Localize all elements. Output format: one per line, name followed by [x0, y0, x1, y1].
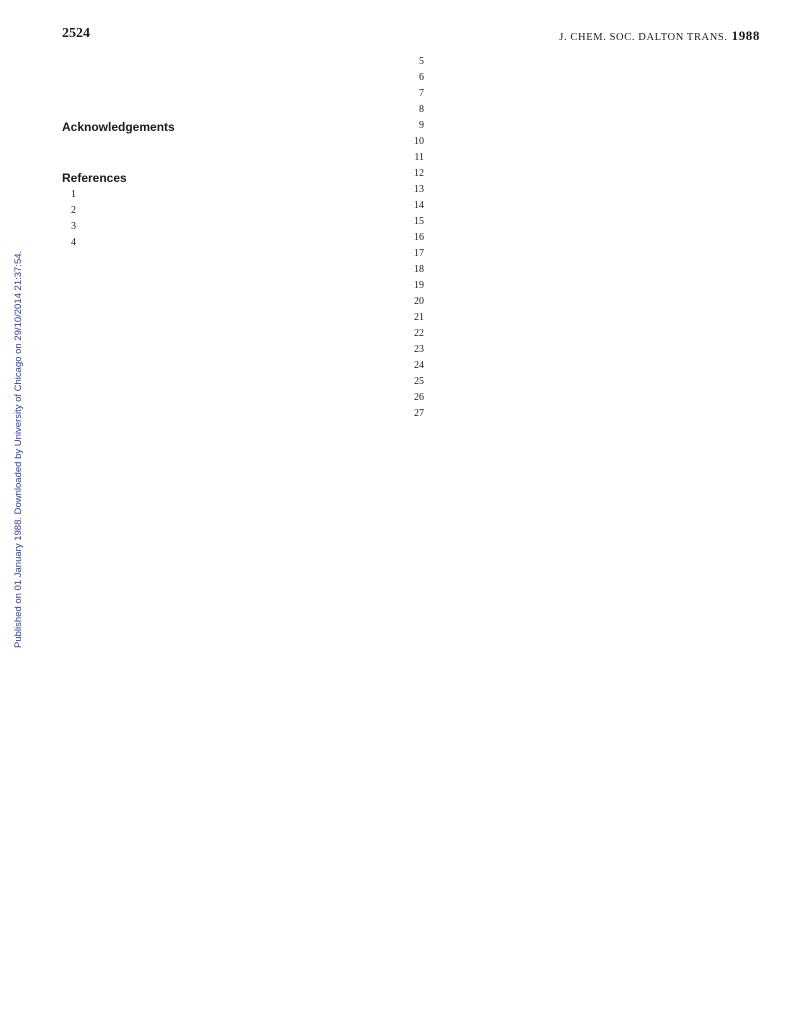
- reference-item: [62, 237, 388, 249]
- reference-number: 1: [71, 189, 76, 200]
- reference-text: [428, 344, 760, 356]
- journal-title: J. CHEM. SOC. DALTON TRANS.: [559, 32, 728, 43]
- acknowledgements-heading: Acknowledgements: [62, 120, 175, 134]
- reference-text: [428, 360, 760, 372]
- acknowledgements-text: [62, 139, 388, 152]
- reference-text: [428, 88, 760, 100]
- reference-text: [428, 408, 760, 420]
- reference-text: [428, 152, 760, 164]
- reference-item: [410, 360, 760, 372]
- reference-item: [410, 216, 760, 228]
- reference-number: 23: [414, 344, 424, 355]
- reference-text: [428, 136, 760, 148]
- body-paragraph: [62, 88, 388, 101]
- reference-item: [410, 408, 760, 420]
- reference-text: [428, 328, 760, 340]
- reference-text: [80, 237, 388, 249]
- reference-item: [410, 168, 760, 180]
- right-column: [410, 56, 760, 442]
- reference-text: [428, 312, 760, 324]
- reference-item: [410, 392, 760, 404]
- reference-item: [410, 136, 760, 148]
- reference-number: 7: [419, 88, 424, 99]
- body-paragraph: [62, 72, 388, 85]
- reference-text: [428, 248, 760, 260]
- reference-item: [410, 200, 760, 212]
- reference-number: 22: [414, 328, 424, 339]
- reference-text: [428, 104, 760, 116]
- reference-item: [410, 328, 760, 340]
- reference-text: [428, 72, 760, 84]
- reference-item: [410, 280, 760, 292]
- reference-item: [410, 312, 760, 324]
- reference-text: [428, 392, 760, 404]
- reference-item: [410, 344, 760, 356]
- reference-text: [428, 232, 760, 244]
- reference-text: [80, 189, 388, 201]
- reference-number: 18: [414, 264, 424, 275]
- reference-text: [428, 216, 760, 228]
- reference-number: 16: [414, 232, 424, 243]
- reference-number: 4: [71, 237, 76, 248]
- reference-number: 11: [414, 152, 424, 163]
- reference-number: 12: [414, 168, 424, 179]
- reference-text: [80, 221, 388, 233]
- journal-year: 1988: [731, 28, 760, 43]
- reference-number: 3: [71, 221, 76, 232]
- reference-item: [62, 205, 388, 217]
- body-paragraph: [62, 56, 388, 69]
- reference-item: [410, 184, 760, 196]
- reference-number: 25: [414, 376, 424, 387]
- reference-number: 26: [414, 392, 424, 403]
- reference-item: [410, 248, 760, 260]
- reference-number: 20: [414, 296, 424, 307]
- reference-text: [428, 376, 760, 388]
- reference-item: [410, 152, 760, 164]
- reference-number: 13: [414, 184, 424, 195]
- reference-item: [410, 88, 760, 100]
- reference-number: 6: [419, 72, 424, 83]
- reference-text: [428, 264, 760, 276]
- reference-number: 17: [414, 248, 424, 259]
- reference-item: [410, 376, 760, 388]
- reference-number: 9: [419, 120, 424, 131]
- reference-item: [410, 72, 760, 84]
- reference-item: [410, 264, 760, 276]
- reference-number: 5: [419, 56, 424, 67]
- reference-number: 27: [414, 408, 424, 419]
- left-column: [62, 56, 388, 253]
- references-heading: References: [62, 170, 127, 185]
- references-list-right: [410, 56, 760, 420]
- reference-text: [428, 120, 760, 132]
- reference-text: [428, 280, 760, 292]
- journal-running-head: [559, 28, 760, 44]
- reference-item: [410, 56, 760, 68]
- reference-item: [410, 120, 760, 132]
- references-list-left: [62, 189, 388, 249]
- reference-text: [428, 184, 760, 196]
- reference-text: [428, 168, 760, 180]
- reference-item: [410, 296, 760, 308]
- reference-number: 24: [414, 360, 424, 371]
- reference-text: [428, 200, 760, 212]
- page-number: 2524: [62, 26, 90, 41]
- download-notice: Published on 01 January 1988. Downloaded by University of Chicago on 29/10/2014 21:37:54.: [13, 250, 24, 648]
- reference-text: [428, 296, 760, 308]
- reference-text: [428, 56, 760, 68]
- reference-item: [62, 189, 388, 201]
- reference-number: 15: [414, 216, 424, 227]
- reference-item: [410, 104, 760, 116]
- reference-item: [410, 232, 760, 244]
- reference-item: [62, 221, 388, 233]
- reference-number: 14: [414, 200, 424, 211]
- reference-text: [80, 205, 388, 217]
- reference-number: 10: [414, 136, 424, 147]
- side-watermark: [6, 208, 24, 648]
- reference-number: 2: [71, 205, 76, 216]
- reference-number: 21: [414, 312, 424, 323]
- reference-number: 19: [414, 280, 424, 291]
- reference-number: 8: [419, 104, 424, 115]
- page-header: [62, 26, 760, 46]
